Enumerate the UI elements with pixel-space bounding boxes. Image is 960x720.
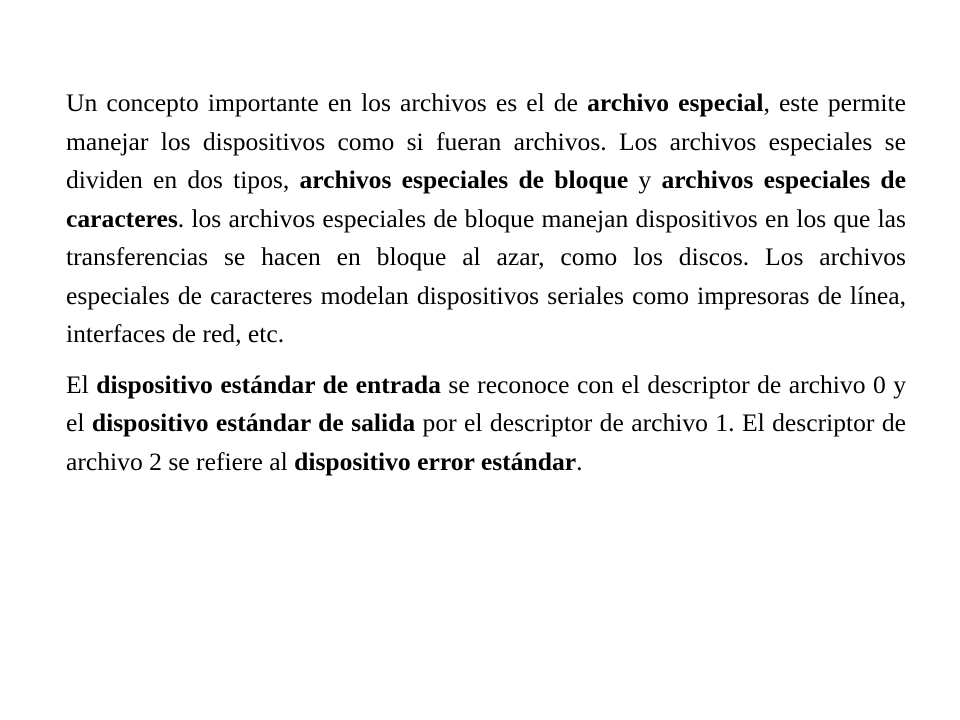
text-run: se reconoce con el descriptor de archivo 0 y el xyxy=(66,369,907,437)
term-archivos-especiales-de-caracteres: archivos especiales de caracteres xyxy=(66,165,907,233)
text-run: Un concepto importante en los archivos es el de xyxy=(66,88,588,117)
text-run: El xyxy=(66,369,97,399)
paragraph-dispositivos-estandar xyxy=(66,366,906,482)
term-archivo-especial: archivo especial xyxy=(587,88,764,117)
text-run: , este permite manejar los dispositivos como si fueran archivos. Los archivos especiales se dividen en dos tipos, xyxy=(66,88,907,194)
text-run: . xyxy=(576,446,583,476)
paragraph-archivos-especiales xyxy=(66,84,906,354)
text-run: . los archivos especiales de bloque manejan dispositivos en los que las transferencias se hacen en bloque al azar, como los discos. Los archivos especiales de caracteres modelan dispositivos seriales como impresoras de línea, interfaces de red, etc. xyxy=(66,203,906,348)
term-archivos-especiales-de-bloque: archivos especiales de bloque xyxy=(299,165,629,194)
text-run: por el descriptor de archivo 1. El descriptor de archivo 2 se refiere al xyxy=(66,408,906,476)
slide-body xyxy=(66,84,906,481)
term-dispositivo-error-estandar: dispositivo error estándar xyxy=(294,446,577,476)
text-run: y xyxy=(628,165,662,194)
term-dispositivo-estandar-de-salida: dispositivo estándar de salida xyxy=(91,408,416,437)
term-dispositivo-estandar-de-entrada: dispositivo estándar de entrada xyxy=(96,369,441,399)
